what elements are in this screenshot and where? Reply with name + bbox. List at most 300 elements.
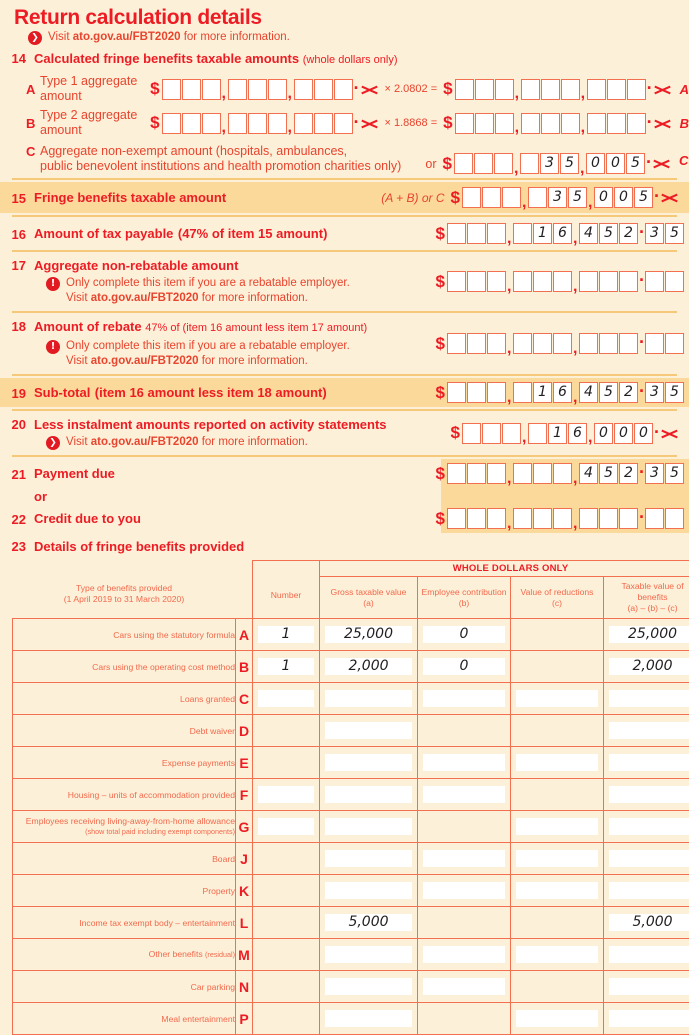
input-box[interactable]: [609, 882, 689, 899]
digit-cell[interactable]: [553, 271, 572, 292]
cell-k-c[interactable]: [511, 875, 604, 907]
digit-cell[interactable]: [599, 333, 618, 354]
dollar-sign: $: [150, 79, 159, 99]
cell-p-c[interactable]: [511, 1003, 604, 1035]
digit-cell[interactable]: 2: [619, 382, 638, 403]
input-box[interactable]: 5,000: [609, 914, 689, 931]
input-box[interactable]: 2,000: [325, 658, 412, 675]
table-row: [13, 939, 689, 971]
digit-cell[interactable]: [533, 333, 552, 354]
digit-cell[interactable]: [619, 271, 638, 292]
item-14c-letter: C: [26, 144, 40, 159]
item-22-number: 22: [0, 511, 26, 527]
cell-a-d[interactable]: [604, 619, 689, 651]
input-box[interactable]: [325, 946, 412, 963]
cell-l-c: [511, 907, 604, 939]
digit-cell[interactable]: [334, 113, 353, 134]
divider: [12, 409, 677, 411]
item-14b-input[interactable]: [150, 113, 378, 134]
input-box[interactable]: 5,000: [325, 914, 412, 931]
digit-cell[interactable]: [447, 508, 466, 529]
cell-e-b[interactable]: [418, 747, 511, 779]
input-box[interactable]: [609, 754, 689, 771]
digit-cell[interactable]: [455, 79, 474, 100]
digit-cell[interactable]: [447, 223, 466, 244]
digit-cell[interactable]: [162, 79, 181, 100]
cell-n-b[interactable]: [418, 971, 511, 1003]
digit-cell[interactable]: [268, 113, 287, 134]
digit-cell[interactable]: 5: [568, 187, 587, 208]
digit-cell[interactable]: [521, 79, 540, 100]
digit-cell[interactable]: 1: [533, 382, 552, 403]
item-14a-tail: A: [680, 82, 689, 97]
digit-cell[interactable]: 0: [606, 153, 625, 174]
cell-e-c[interactable]: [511, 747, 604, 779]
digit-cell[interactable]: [528, 423, 547, 444]
item-17-amount[interactable]: [436, 271, 685, 292]
digit-cell[interactable]: [599, 271, 618, 292]
row-label-g: Employees receiving living-away-from-home allowance (show total paid including exempt components): [13, 811, 236, 843]
input-box[interactable]: 0: [423, 658, 505, 675]
comma-separator: ,: [515, 85, 520, 103]
table-row: [13, 1003, 689, 1035]
cell-j-a[interactable]: [320, 843, 418, 875]
digit-cell[interactable]: [467, 271, 486, 292]
input-box[interactable]: [423, 946, 505, 963]
item-20-amount[interactable]: [451, 423, 679, 444]
cell-m-a[interactable]: [320, 939, 418, 971]
cell-n-a[interactable]: [320, 971, 418, 1003]
digit-cell[interactable]: 4: [579, 382, 598, 403]
digit-cell[interactable]: [607, 113, 626, 134]
digit-cell[interactable]: [228, 113, 247, 134]
digit-cell[interactable]: [462, 423, 481, 444]
item-18-warn-suffix: for more information.: [199, 355, 308, 367]
item-14a-result[interactable]: [443, 79, 671, 100]
input-box[interactable]: 25,000: [325, 626, 412, 643]
cents-crossed-out-icon: [660, 423, 679, 444]
cell-n-d[interactable]: [604, 971, 689, 1003]
divider: [12, 311, 677, 313]
item-17-warn-link[interactable]: ato.gov.au/FBT2020: [91, 292, 199, 304]
cents-cell[interactable]: 5: [665, 223, 684, 244]
cents-cell[interactable]: 5: [665, 382, 684, 403]
cell-j-d[interactable]: [604, 843, 689, 875]
item-19-amount[interactable]: [436, 382, 685, 403]
digit-cell[interactable]: [579, 508, 598, 529]
digit-cell[interactable]: 5: [599, 463, 618, 484]
digit-cell[interactable]: [513, 271, 532, 292]
input-box[interactable]: [423, 690, 505, 707]
digit-cell[interactable]: [454, 153, 473, 174]
digit-cell[interactable]: [587, 79, 606, 100]
input-box[interactable]: [609, 1010, 689, 1027]
cell-g-d[interactable]: [604, 811, 689, 843]
cell-a-b[interactable]: [418, 619, 511, 651]
digit-cell[interactable]: [521, 113, 540, 134]
comma-separator: ,: [507, 515, 512, 533]
digit-cell[interactable]: [447, 463, 466, 484]
page-title: Return calculation details: [0, 0, 689, 32]
cents-cell[interactable]: [645, 333, 664, 354]
digit-cell[interactable]: [447, 333, 466, 354]
digit-cell[interactable]: [541, 79, 560, 100]
cell-n-c: [511, 971, 604, 1003]
item-15: [0, 182, 689, 213]
digit-cell[interactable]: [268, 79, 287, 100]
digit-cell[interactable]: [553, 463, 572, 484]
disabled-box: [423, 818, 505, 835]
digit-cell[interactable]: [248, 79, 267, 100]
digit-cell[interactable]: [487, 463, 506, 484]
input-box[interactable]: [516, 818, 598, 835]
digit-cell[interactable]: 0: [594, 423, 613, 444]
digit-cell[interactable]: 4: [579, 463, 598, 484]
digit-cell[interactable]: [487, 333, 506, 354]
input-box[interactable]: [325, 850, 412, 867]
decimal-point: ·: [646, 152, 652, 173]
comma-separator: ,: [507, 389, 512, 407]
input-box[interactable]: [516, 1010, 598, 1027]
disabled-box: [258, 946, 314, 963]
input-box[interactable]: [325, 722, 412, 739]
table-group-header-row: [13, 561, 689, 577]
digit-cell[interactable]: 2: [619, 223, 638, 244]
table-row: [13, 683, 689, 715]
cell-l-a[interactable]: [320, 907, 418, 939]
input-box[interactable]: [516, 754, 598, 771]
digit-cell[interactable]: [533, 508, 552, 529]
input-box[interactable]: [516, 850, 598, 867]
cents-cell[interactable]: [645, 508, 664, 529]
digit-cell[interactable]: [495, 79, 514, 100]
digit-cell[interactable]: [561, 79, 580, 100]
cell-b-d[interactable]: [604, 651, 689, 683]
input-box[interactable]: [258, 690, 314, 707]
cell-c-c[interactable]: [511, 683, 604, 715]
cell-a-a[interactable]: [320, 619, 418, 651]
cell-j-b[interactable]: [418, 843, 511, 875]
cents-crossed-out-icon: [360, 79, 379, 100]
digit-cell[interactable]: [447, 271, 466, 292]
digit-cell[interactable]: 3: [548, 187, 567, 208]
input-box[interactable]: [325, 786, 412, 803]
decimal-point: ·: [647, 112, 653, 133]
digit-cell[interactable]: [294, 79, 313, 100]
input-box[interactable]: [609, 786, 689, 803]
row-label-l: Income tax exempt body – entertainment: [13, 907, 236, 939]
digit-cell[interactable]: 0: [614, 423, 633, 444]
disabled-box: [516, 722, 598, 739]
input-box[interactable]: [258, 786, 314, 803]
input-box[interactable]: [325, 978, 412, 995]
disabled-box: [258, 1010, 314, 1027]
row-label-j: Board: [13, 843, 236, 875]
comma-separator: ,: [522, 194, 527, 212]
cell-j-c[interactable]: [511, 843, 604, 875]
digit-cell[interactable]: [487, 508, 506, 529]
cell-d-a[interactable]: [320, 715, 418, 747]
digit-cell[interactable]: 3: [540, 153, 559, 174]
digit-cell[interactable]: 4: [579, 223, 598, 244]
digit-cell[interactable]: [248, 113, 267, 134]
digit-cell[interactable]: [334, 79, 353, 100]
digit-cell[interactable]: 0: [586, 153, 605, 174]
item-16-subtitle: (47% of item 15 amount): [178, 226, 328, 241]
col-d-line2: (a) – (b) – (c): [627, 603, 677, 613]
digit-cell[interactable]: [487, 382, 506, 403]
comma-separator: ,: [507, 230, 512, 248]
digit-cell[interactable]: 0: [634, 423, 653, 444]
row-code-n: N: [236, 971, 253, 1003]
digit-cell[interactable]: [487, 223, 506, 244]
comma-separator: ,: [222, 85, 227, 103]
col-number-header: [253, 561, 320, 619]
row-code-k: K: [236, 875, 253, 907]
cell-m-b[interactable]: [418, 939, 511, 971]
input-box[interactable]: [516, 690, 598, 707]
input-box[interactable]: [516, 882, 598, 899]
input-box[interactable]: [423, 850, 505, 867]
digit-cell[interactable]: [607, 79, 626, 100]
item-17-number: 17: [0, 257, 26, 273]
input-box[interactable]: [325, 882, 412, 899]
item-21-amount[interactable]: [436, 463, 685, 484]
item-14b-result[interactable]: [443, 113, 671, 134]
cell-f-number[interactable]: [253, 779, 320, 811]
cents-cell[interactable]: 5: [665, 463, 684, 484]
digit-cell[interactable]: [513, 382, 532, 403]
digit-cell[interactable]: [579, 271, 598, 292]
cell-p-b: [418, 1003, 511, 1035]
cell-c-d[interactable]: [604, 683, 689, 715]
digit-cell[interactable]: [587, 113, 606, 134]
item-14-subtitle: (whole dollars only): [303, 54, 398, 66]
cents-cell[interactable]: [665, 271, 684, 292]
input-box[interactable]: 2,000: [609, 658, 689, 675]
col-c-line2: (c): [552, 598, 562, 608]
table-row: [13, 747, 689, 779]
table-row: [13, 811, 689, 843]
digit-cell[interactable]: 5: [599, 382, 618, 403]
input-box[interactable]: [423, 978, 505, 995]
cell-e-d[interactable]: [604, 747, 689, 779]
cell-g-number[interactable]: [253, 811, 320, 843]
digit-cell[interactable]: [314, 113, 333, 134]
cents-cell[interactable]: 3: [645, 382, 664, 403]
digit-cell[interactable]: 0: [614, 187, 633, 208]
digit-cell[interactable]: [520, 153, 539, 174]
intro-link[interactable]: ato.gov.au/FBT2020: [73, 31, 181, 43]
digit-cell[interactable]: [455, 113, 474, 134]
digit-cell[interactable]: [467, 223, 486, 244]
cell-k-a[interactable]: [320, 875, 418, 907]
digit-cell[interactable]: [513, 333, 532, 354]
digit-cell[interactable]: [533, 463, 552, 484]
cell-m-d[interactable]: [604, 939, 689, 971]
digit-cell[interactable]: [474, 153, 493, 174]
item-15-amount[interactable]: [451, 187, 679, 208]
digit-cell[interactable]: 2: [619, 463, 638, 484]
input-box[interactable]: 1: [258, 658, 314, 675]
digit-cell[interactable]: 5: [626, 153, 645, 174]
cell-a-number[interactable]: [253, 619, 320, 651]
digit-cell[interactable]: [294, 113, 313, 134]
item-18-warn-link[interactable]: ato.gov.au/FBT2020: [91, 355, 199, 367]
digit-cell[interactable]: [314, 79, 333, 100]
digit-cell[interactable]: [619, 333, 638, 354]
item-14c-result[interactable]: [443, 153, 671, 174]
digit-cell[interactable]: [467, 463, 486, 484]
digit-cell[interactable]: 6: [568, 423, 587, 444]
input-box[interactable]: [423, 882, 505, 899]
digit-cell[interactable]: [162, 113, 181, 134]
cell-f-d[interactable]: [604, 779, 689, 811]
cell-b-b[interactable]: [418, 651, 511, 683]
digit-cell[interactable]: [467, 508, 486, 529]
digit-cell[interactable]: 5: [634, 187, 653, 208]
item-14c-label: [40, 144, 419, 174]
cell-g-c[interactable]: [511, 811, 604, 843]
item-23: [0, 533, 689, 558]
digit-cell[interactable]: [467, 382, 486, 403]
digit-cell[interactable]: 5: [599, 223, 618, 244]
digit-cell[interactable]: [494, 153, 513, 174]
digit-cell[interactable]: [475, 79, 494, 100]
digit-cell[interactable]: [467, 333, 486, 354]
item-15-formula: (A + B) or C: [381, 191, 444, 205]
cell-d-d[interactable]: [604, 715, 689, 747]
cents-cell[interactable]: [665, 508, 684, 529]
digit-cell[interactable]: [561, 113, 580, 134]
digit-cell[interactable]: [202, 79, 221, 100]
decimal-point: ·: [639, 222, 645, 243]
digit-cell[interactable]: [533, 271, 552, 292]
digit-cell[interactable]: [182, 79, 201, 100]
digit-cell[interactable]: [502, 423, 521, 444]
digit-cell[interactable]: 5: [560, 153, 579, 174]
digit-cell[interactable]: [513, 223, 532, 244]
cell-p-a[interactable]: [320, 1003, 418, 1035]
digit-cell[interactable]: 1: [548, 423, 567, 444]
digit-cell[interactable]: 6: [553, 223, 572, 244]
input-box[interactable]: [325, 818, 412, 835]
col-a-header: [320, 577, 418, 619]
col-d-line1: Taxable value of benefits: [621, 581, 683, 602]
digit-cell[interactable]: [619, 508, 638, 529]
col-b-header: [418, 577, 511, 619]
input-box[interactable]: [609, 818, 689, 835]
digit-cell[interactable]: [487, 271, 506, 292]
input-box[interactable]: [516, 946, 598, 963]
cents-cell[interactable]: 3: [645, 463, 664, 484]
cell-l-d[interactable]: [604, 907, 689, 939]
input-box[interactable]: [609, 978, 689, 995]
input-box[interactable]: [609, 946, 689, 963]
input-box[interactable]: [325, 690, 412, 707]
input-box[interactable]: [609, 850, 689, 867]
digit-cell[interactable]: [482, 423, 501, 444]
cell-e-a[interactable]: [320, 747, 418, 779]
input-box[interactable]: [609, 690, 689, 707]
input-box[interactable]: 25,000: [609, 626, 689, 643]
input-box[interactable]: [258, 818, 314, 835]
item-20-note-link[interactable]: ato.gov.au/FBT2020: [91, 436, 199, 448]
cell-m-c[interactable]: [511, 939, 604, 971]
cents-cell[interactable]: 3: [645, 223, 664, 244]
cell-p-d[interactable]: [604, 1003, 689, 1035]
cell-g-a[interactable]: [320, 811, 418, 843]
digit-cell[interactable]: [627, 79, 646, 100]
digit-cell[interactable]: [482, 187, 501, 208]
cell-b-a[interactable]: [320, 651, 418, 683]
input-box[interactable]: [423, 754, 505, 771]
disabled-box: [258, 914, 314, 931]
digit-cell[interactable]: [475, 113, 494, 134]
item-16-amount[interactable]: [436, 223, 685, 244]
digit-cell[interactable]: [627, 113, 646, 134]
input-box[interactable]: 0: [423, 626, 505, 643]
digit-cell[interactable]: [502, 187, 521, 208]
digit-cell[interactable]: [228, 79, 247, 100]
cell-b-number[interactable]: [253, 651, 320, 683]
cell-k-b[interactable]: [418, 875, 511, 907]
digit-cell[interactable]: [553, 333, 572, 354]
cents-cell[interactable]: [645, 271, 664, 292]
input-box[interactable]: [423, 786, 505, 803]
digit-cell[interactable]: [599, 508, 618, 529]
item-18-amount[interactable]: [436, 333, 685, 354]
input-box[interactable]: 1: [258, 626, 314, 643]
cell-k-d[interactable]: [604, 875, 689, 907]
dollar-sign: $: [443, 79, 452, 99]
cell-c-number[interactable]: [253, 683, 320, 715]
dollar-sign: $: [150, 113, 159, 133]
item-22-amount[interactable]: [436, 508, 685, 529]
cell-f-b[interactable]: [418, 779, 511, 811]
intro-prefix: Visit: [48, 31, 73, 43]
digit-cell[interactable]: [541, 113, 560, 134]
digit-cell[interactable]: [579, 333, 598, 354]
digit-cell[interactable]: [513, 508, 532, 529]
cents-cell[interactable]: [665, 333, 684, 354]
digit-cell[interactable]: 6: [553, 382, 572, 403]
cell-f-a[interactable]: [320, 779, 418, 811]
cell-c-b[interactable]: [418, 683, 511, 715]
input-box[interactable]: [325, 754, 412, 771]
digit-cell[interactable]: [182, 113, 201, 134]
digit-cell[interactable]: [553, 508, 572, 529]
digit-cell[interactable]: [513, 463, 532, 484]
disabled-box: [423, 722, 505, 739]
input-box[interactable]: [609, 722, 689, 739]
digit-cell[interactable]: [495, 113, 514, 134]
input-box[interactable]: [325, 1010, 412, 1027]
digit-cell[interactable]: 0: [594, 187, 613, 208]
cell-c-a[interactable]: [320, 683, 418, 715]
item-14a-input[interactable]: [150, 79, 378, 100]
digit-cell[interactable]: [447, 382, 466, 403]
cell-a-c: [511, 619, 604, 651]
digit-cell[interactable]: [528, 187, 547, 208]
digit-cell[interactable]: [462, 187, 481, 208]
digit-cell[interactable]: [202, 113, 221, 134]
digit-cell[interactable]: 1: [533, 223, 552, 244]
dollar-sign: $: [436, 224, 445, 244]
intro-note: [0, 30, 689, 45]
item-18-subtitle: 47% of (item 16 amount less item 17 amount): [145, 322, 367, 334]
comma-separator: ,: [573, 470, 578, 488]
